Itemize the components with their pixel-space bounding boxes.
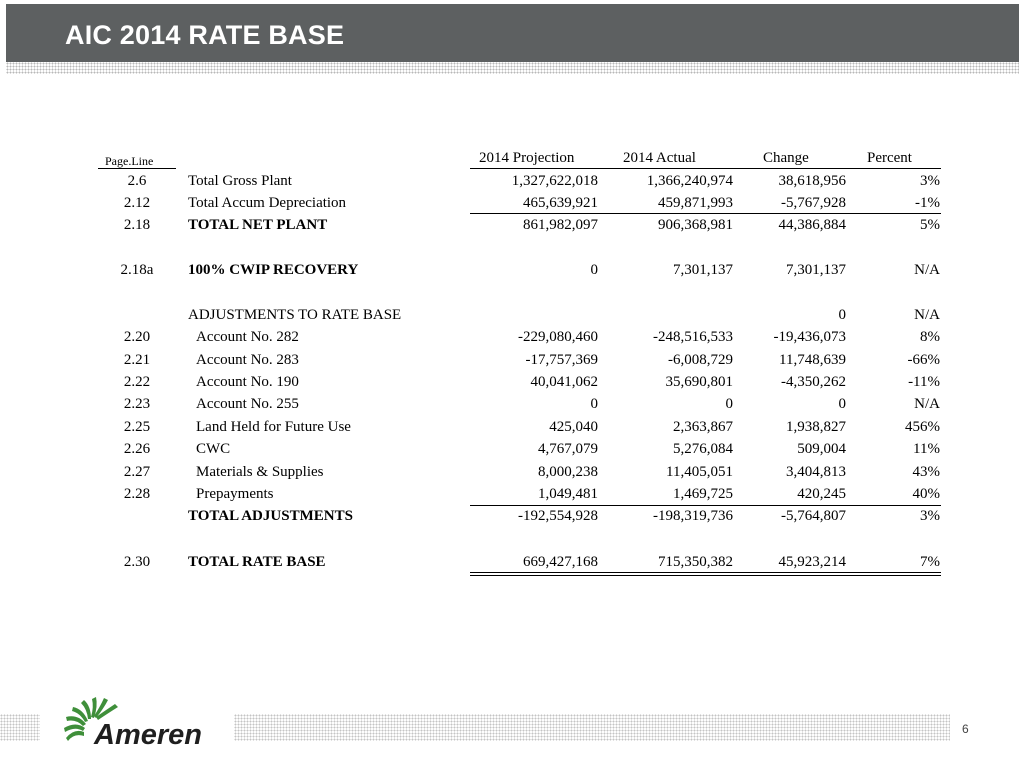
row-projection: 0 (590, 396, 598, 412)
row-page: 2.27 (123, 464, 151, 480)
row-percent: -1% (915, 195, 940, 211)
header-percent: Percent (867, 150, 912, 166)
row-change: 1,938,827 (786, 419, 846, 435)
row-page: 2.22 (123, 374, 151, 390)
row-desc: Account No. 282 (196, 329, 299, 345)
table-row (0, 173, 1024, 195)
row-change: -4,350,262 (781, 374, 846, 390)
header-projection: 2014 Projection (479, 150, 575, 166)
row-page: 2.30 (123, 554, 151, 570)
row-desc: Prepayments (196, 486, 274, 502)
row-actual: 0 (725, 396, 733, 412)
table-row (0, 217, 1024, 239)
total-double-underline-bottom (470, 575, 941, 576)
subtotal-line-net-plant (470, 213, 941, 214)
row-percent: 3% (920, 173, 940, 189)
row-projection: -17,757,369 (525, 352, 598, 368)
header-underline-values (470, 168, 941, 169)
row-projection: -229,080,460 (518, 329, 598, 345)
row-desc: Total Accum Depreciation (188, 195, 347, 211)
row-percent: 7% (920, 554, 940, 570)
row-projection: 4,767,079 (538, 441, 598, 457)
row-percent: 456% (905, 419, 940, 435)
page-number: 6 (962, 722, 969, 736)
row-actual: -248,516,533 (653, 329, 733, 345)
row-change: 44,386,884 (778, 217, 846, 233)
row-desc: Materials & Supplies (196, 464, 324, 480)
row-desc: ADJUSTMENTS TO RATE BASE (188, 307, 402, 323)
row-percent: N/A (914, 396, 940, 412)
row-projection: 425,040 (549, 419, 598, 435)
row-actual: 906,368,981 (658, 217, 733, 233)
row-change: 3,404,813 (786, 464, 846, 480)
row-page: 2.12 (123, 195, 151, 211)
row-page: 2.23 (123, 396, 151, 412)
row-projection: 40,041,062 (530, 374, 598, 390)
row-projection: 465,639,921 (523, 195, 598, 211)
row-change: 0 (838, 307, 846, 323)
footer-dot-band-left (0, 714, 40, 741)
row-desc: TOTAL NET PLANT (188, 217, 328, 233)
row-percent: -11% (908, 374, 940, 390)
table-row (0, 396, 1024, 418)
row-projection: -192,554,928 (518, 508, 598, 524)
row-actual: -198,319,736 (653, 508, 733, 524)
row-desc: Total Gross Plant (188, 173, 292, 189)
row-actual: 7,301,137 (673, 262, 733, 278)
row-percent: 8% (920, 329, 940, 345)
row-page: 2.6 (127, 173, 147, 189)
table-row (0, 464, 1024, 486)
row-page: 2.20 (123, 329, 151, 345)
total-double-underline-top (470, 572, 941, 573)
row-actual: 5,276,084 (673, 441, 733, 457)
header-underline-page (98, 168, 176, 169)
row-actual: 1,469,725 (673, 486, 733, 502)
row-percent: 40% (912, 486, 940, 502)
row-desc: TOTAL ADJUSTMENTS (188, 508, 353, 524)
row-change: 420,245 (797, 486, 846, 502)
table-row (0, 307, 1024, 329)
row-desc: Land Held for Future Use (196, 419, 351, 435)
row-percent: 43% (912, 464, 940, 480)
ameren-logo (60, 688, 210, 748)
table-row (0, 419, 1024, 441)
row-change: -5,764,807 (781, 508, 846, 524)
header-actual: 2014 Actual (623, 150, 696, 166)
table-row (0, 262, 1024, 284)
subtotal-line-adjustments (470, 505, 941, 506)
sunburst-icon (60, 688, 210, 748)
row-desc: 100% CWIP RECOVERY (188, 262, 359, 278)
slide-title: AIC 2014 RATE BASE (65, 20, 345, 50)
row-change: 509,004 (797, 441, 846, 457)
row-projection: 1,327,622,018 (511, 173, 598, 189)
row-change: 7,301,137 (786, 262, 846, 278)
row-change: -5,767,928 (781, 195, 846, 211)
row-page: 2.25 (123, 419, 151, 435)
row-desc: Account No. 190 (196, 374, 299, 390)
row-projection: 0 (590, 262, 598, 278)
row-desc: TOTAL RATE BASE (188, 554, 326, 570)
row-desc: Account No. 255 (196, 396, 299, 412)
row-projection: 8,000,238 (538, 464, 598, 480)
row-actual: 459,871,993 (658, 195, 733, 211)
row-actual: 1,366,240,974 (646, 173, 733, 189)
row-desc: Account No. 283 (196, 352, 299, 368)
row-change: 0 (838, 396, 846, 412)
table-row (0, 352, 1024, 374)
row-percent: -66% (907, 352, 940, 368)
row-actual: 2,363,867 (673, 419, 733, 435)
row-percent: 3% (920, 508, 940, 524)
row-percent: 5% (920, 217, 940, 233)
row-change: -19,436,073 (773, 329, 846, 345)
table-row (0, 508, 1024, 530)
row-percent: 11% (913, 441, 940, 457)
row-percent: N/A (914, 307, 940, 323)
row-page: 2.21 (123, 352, 151, 368)
table-row (0, 329, 1024, 351)
table-row (0, 374, 1024, 396)
table-row (0, 441, 1024, 463)
row-actual: 35,690,801 (665, 374, 733, 390)
row-change: 11,748,639 (779, 352, 846, 368)
row-change: 38,618,956 (778, 173, 846, 189)
slide-header (6, 4, 1019, 62)
row-page: 2.18a (120, 262, 154, 278)
row-desc: CWC (196, 441, 231, 457)
row-projection: 1,049,481 (538, 486, 598, 502)
header-dot-band (6, 62, 1019, 74)
footer-dot-band-right (234, 714, 950, 741)
header-change: Change (763, 150, 809, 166)
row-page: 2.26 (123, 441, 151, 457)
header-page-line: Page.Line (105, 154, 154, 168)
row-page: 2.28 (123, 486, 151, 502)
row-percent: N/A (914, 262, 940, 278)
row-page: 2.18 (123, 217, 151, 233)
svg-text:Ameren: Ameren (94, 719, 202, 748)
row-actual: 715,350,382 (658, 554, 733, 570)
row-projection: 669,427,168 (523, 554, 598, 570)
row-actual: -6,008,729 (668, 352, 733, 368)
row-actual: 11,405,051 (666, 464, 733, 480)
row-projection: 861,982,097 (523, 217, 598, 233)
row-change: 45,923,214 (778, 554, 846, 570)
